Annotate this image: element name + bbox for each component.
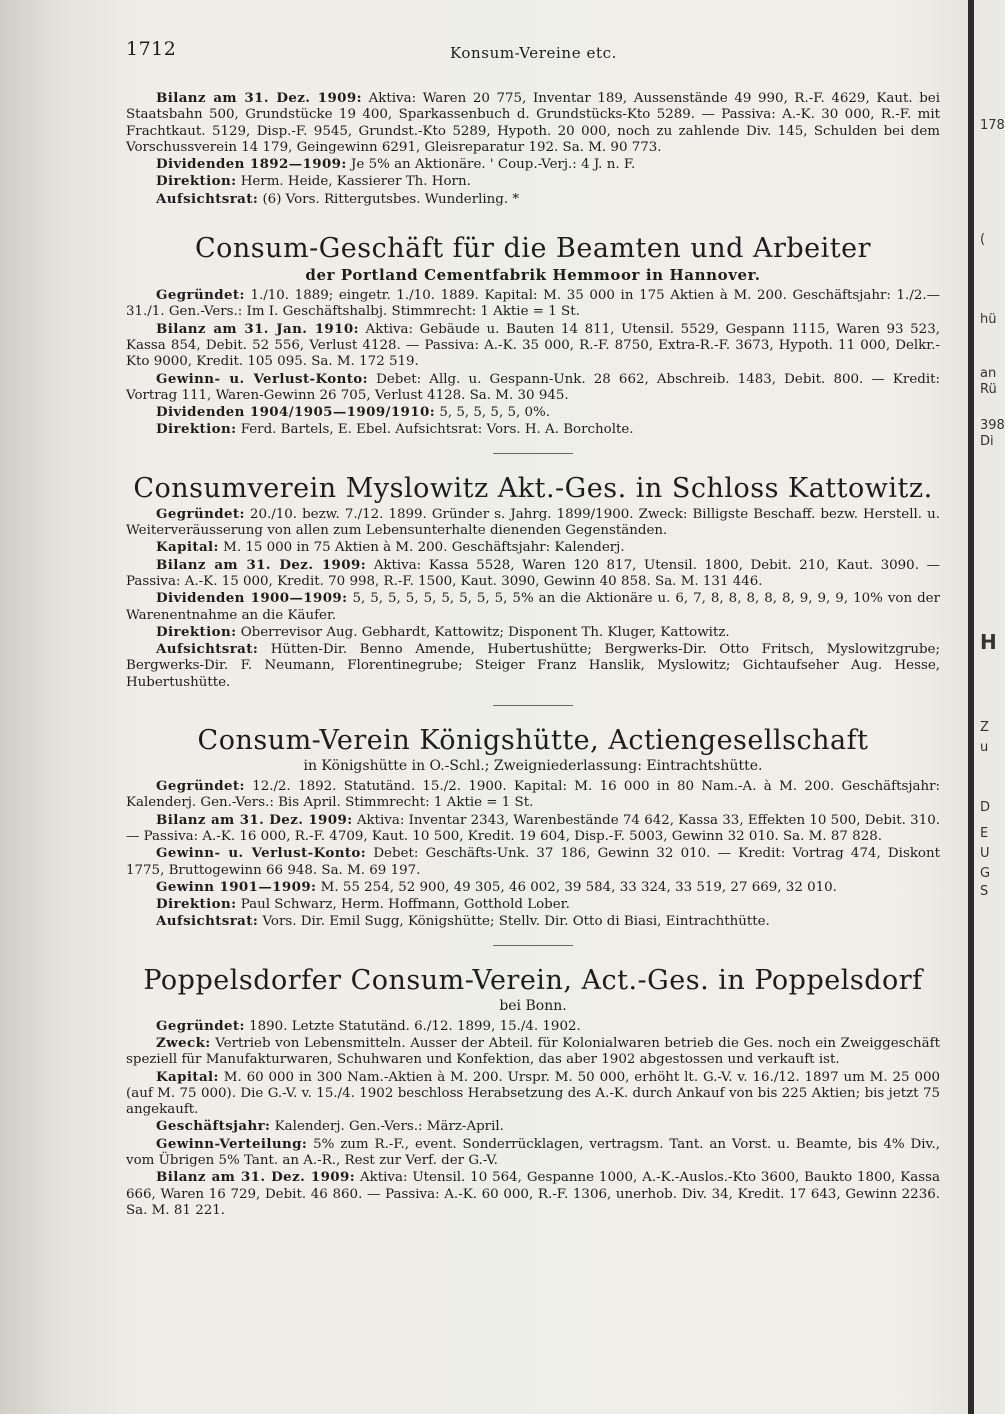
entry-paragraph: Geschäftsjahr: Kalenderj. Gen.-Vers.: März-April. xyxy=(156,1118,504,1135)
intro-bilanz: Bilanz am 31. Dez. 1909: Aktiva: Waren 20 775, Inventar 189, Aussenstände 49 990, R.-F. 4629, Kaut. bei Staatsbahn 500, Grundstücke 19 400, Sparkassenbuch d. Grundstücks-Kto 5289. — Passiva: A.-K. 30 000, R.-F. mit Frachtkaut. 5129, Disp.-F. 9545, Grundst.-Kto 5289, Hypoth. 20 000, noch zu zahlende Div. 145, Schulden bei dem Vorschussverein 14 179, Geingewinn 6291, Gleisreparatur 192. Sa. M. 90 773. xyxy=(126,90,940,155)
section-divider xyxy=(493,705,573,706)
entry-paragraph: Direktion: Oberrevisor Aug. Gebhardt, Kattowitz; Disponent Th. Kluger, Kattowitz. xyxy=(156,623,730,640)
fragment: Rü xyxy=(980,382,997,397)
company-subtitle: der Portland Cementfabrik Hemmoor in Hannover. xyxy=(305,266,761,285)
entry-paragraph: Bilanz am 31. Dez. 1909: Aktiva: Inventar 2343, Warenbestände 74 642, Kassa 33, Effekten 10 500, Debit. 310. — Passiva: A.-K. 16 000, R.-F. 4709, Kaut. 10 500, Kredit. 19 604, Disp.-F. 5003, Gewinn 32 010. Sa. M. 87 828. xyxy=(126,811,940,844)
entry-paragraph: Dividenden 1904/1905—1909/1910: 5, 5, 5, 5, 5, 0%. xyxy=(156,404,550,421)
entry-paragraph: Zweck: Vertrieb von Lebensmitteln. Ausser der Abteil. für Kolonialwaren betrieb die Ges. noch ein Zweiggeschäft speziell für Manufakturwaren, Schuhwaren und Konfektion, das aber 1902 abgestossen und verkauft ist. xyxy=(126,1034,940,1068)
entry-paragraph: Dividenden 1900—1909: 5, 5, 5, 5, 5, 5, 5, 5, 5, 5% an die Aktionäre u. 6, 7, 8, 8, 8, 8, 8, 9, 9, 9, 10% von der Warenentnahme an die Käufer. xyxy=(126,590,940,623)
fragment: D xyxy=(980,800,991,815)
page-content xyxy=(126,90,940,1219)
fragment: u xyxy=(980,740,989,755)
intro-entry xyxy=(126,90,940,208)
company-title: Consum-Verein Königshütte, Actiengesellschaft xyxy=(197,725,869,757)
page-header xyxy=(0,38,968,68)
fragment: E xyxy=(980,826,989,841)
fragment: U xyxy=(980,846,990,861)
entry-paragraph: Gewinn- u. Verlust-Konto: Debet: Geschäfts-Unk. 37 186, Gewinn 32 010. — Kredit: Vortrag 474, Diskont 1775, Bruttogewinn 66 948. Sa. M. 69 197. xyxy=(126,845,941,878)
company-entry xyxy=(126,474,940,691)
fragment: Z xyxy=(980,720,989,735)
entry-paragraph: Bilanz am 31. Dez. 1909: Aktiva: Utensil. 10 564, Gespanne 1000, A.-K.-Auslos.-Kto 3600, Baukto 1800, Kassa 666, Waren 16 729, Debit. 46 860. — Passiva: A.-K. 60 000, R.-F. 1306, unerhob. Div. 34, Kredit. 17 643, Gewinn 2236. Sa. M. 81 221. xyxy=(126,1169,940,1218)
intro-dividenden: Dividenden 1892—1909: Je 5% an Aktionäre. ' Coup.-Verj.: 4 J. n. F. xyxy=(156,156,636,173)
entry-paragraph: Gegründet: 20./10. bezw. 7./12. 1899. Gründer s. Jahrg. 1899/1900. Zweck: Billigste Beschaff. bezw. Herstell. u. Weiterveräusserung von allen zum Lebensunterhalte dienenden Gegenständen. xyxy=(126,505,940,539)
fragment: H xyxy=(980,630,997,654)
entry-paragraph: Direktion: Ferd. Bartels, E. Ebel. Aufsichtsrat: Vors. H. A. Borcholte. xyxy=(156,421,634,438)
fragment: ( xyxy=(980,232,986,247)
company-title: Poppelsdorfer Consum-Verein, Act.-Ges. in Poppelsdorf xyxy=(143,964,923,996)
fragment: 398 xyxy=(980,418,1005,433)
company-title: Consumverein Myslowitz Akt.-Ges. in Schloss Kattowitz. xyxy=(133,472,933,504)
entry-paragraph: Gegründet: 12./2. 1892. Statutänd. 15./2. 1900. Kapital: M. 16 000 in 80 Nam.-A. à M. 200. Geschäftsjahr: Kalenderj. Gen.-Vers.: Bis April. Stimmrecht: 1 Aktie = 1 St. xyxy=(126,778,940,811)
fragment: Di xyxy=(980,434,994,449)
running-head: Konsum-Vereine etc. xyxy=(450,44,618,62)
entry-paragraph: Direktion: Paul Schwarz, Herm. Hoffmann, Gotthold Lober. xyxy=(156,896,570,913)
entry-paragraph: Gegründet: 1./10. 1889; eingetr. 1./10. 1889. Kapital: M. 35 000 in 175 Aktien à M. 200. Geschäftsjahr: 1./2.—31./1. Gen.-Vers.: Im I. Geschäftshalbj. Stimmrecht: 1 Aktie = 1 St. xyxy=(126,287,940,320)
fragment: hü xyxy=(980,312,997,327)
company-subtitle: bei Bonn. xyxy=(499,997,567,1014)
entry-paragraph: Kapital: M. 60 000 in 300 Nam.-Aktien à M. 200. Urspr. M. 50 000, erhöht lt. G.-V. v. 16./12. 1897 um M. 25 000 (auf M. 75 000). Die G.-V. v. 15./4. 1902 beschloss Herabsetzung des A.-K. durch Ankauf von bis 225 Aktien; bis jetzt 75 angekauft. xyxy=(126,1068,940,1118)
intro-aufsichtsrat: Aufsichtsrat: (6) Vors. Rittergutsbes. Wunderling. * xyxy=(156,190,520,207)
adjacent-page-edge xyxy=(974,0,1005,1414)
entry-paragraph: Gewinn- u. Verlust-Konto: Debet: Allg. u. Gespann-Unk. 28 662, Abschreib. 1483, Debit. 800. — Kredit: Vortrag 111, Waren-Gewinn 26 705, Verlust 4128. Sa. M. 30 945. xyxy=(126,370,940,403)
company-entry xyxy=(126,966,940,1220)
company-title: Consum-Geschäft für die Beamten und Arbeiter xyxy=(194,233,872,265)
entry-paragraph: Bilanz am 31. Dez. 1909: Aktiva: Kassa 5528, Waren 120 817, Utensil. 1800, Debit. 210, Kaut. 3090. — Passiva: A.-K. 15 000, Kredit. 70 998, R.-F. 1500, Kaut. 3090, Gewinn 40 858. Sa. M. 131 446. xyxy=(126,556,940,589)
fragment: an xyxy=(980,366,997,381)
company-entry xyxy=(126,726,940,931)
company-entry xyxy=(126,234,940,439)
intro-direktion: Direktion: Herm. Heide, Kassierer Th. Horn. xyxy=(156,173,471,190)
section-divider xyxy=(493,945,573,946)
entry-paragraph: Gegründet: 1890. Letzte Statutänd. 6./12. 1899, 15./4. 1902. xyxy=(156,1017,581,1034)
entry-paragraph: Gewinn 1901—1909: M. 55 254, 52 900, 49 305, 46 002, 39 584, 33 324, 33 519, 27 669, 32 010. xyxy=(156,878,837,895)
entry-paragraph: Bilanz am 31. Jan. 1910: Aktiva: Gebäude u. Bauten 14 811, Utensil. 5529, Gespann 1115, Waren 93 523, Kassa 854, Debit. 52 556, Verlust 4128. — Passiva: A.-K. 35 000, R.-F. 8750, Extra-R.-F. 3673, Hypoth. 11 000, Delkr.-Kto 9000, Kredit. 105 095. Sa. M. 172 519. xyxy=(126,320,940,370)
entry-paragraph: Kapital: M. 15 000 in 75 Aktien à M. 200. Geschäftsjahr: Kalenderj. xyxy=(156,539,625,556)
company-subtitle: in Königshütte in O.-Schl.; Zweigniederlassung: Eintrachtshütte. xyxy=(303,758,763,775)
page-number: 1712 xyxy=(126,38,177,60)
entry-paragraph: Gewinn-Verteilung: 5% zum R.-F., event. Sonderrücklagen, vertragsm. Tant. an Vorst. u. Beamte, bis 4% Div., vom Übrigen 5% Tant. an A.-R., Rest zur Verf. der G.-V. xyxy=(126,1135,941,1169)
entry-paragraph: Aufsichtsrat: Vors. Dir. Emil Sugg, Königshütte; Stellv. Dir. Otto di Biasi, Eintrachthütte. xyxy=(156,913,770,930)
fragment: S xyxy=(980,884,989,899)
fragment: 178 xyxy=(980,118,1005,133)
entry-paragraph: Aufsichtsrat: Hütten-Dir. Benno Amende, Hubertushütte; Bergwerks-Dir. Otto Fritsch, Myslowitzgrube; Bergwerks-Dir. F. Neumann, Florentinegrube; Steiger Franz Hanslik, Myslowitz; Gichtaufseher Aug. Hesse, Hubertushütte. xyxy=(126,641,940,690)
fragment: G xyxy=(980,866,991,881)
section-divider xyxy=(493,453,573,454)
